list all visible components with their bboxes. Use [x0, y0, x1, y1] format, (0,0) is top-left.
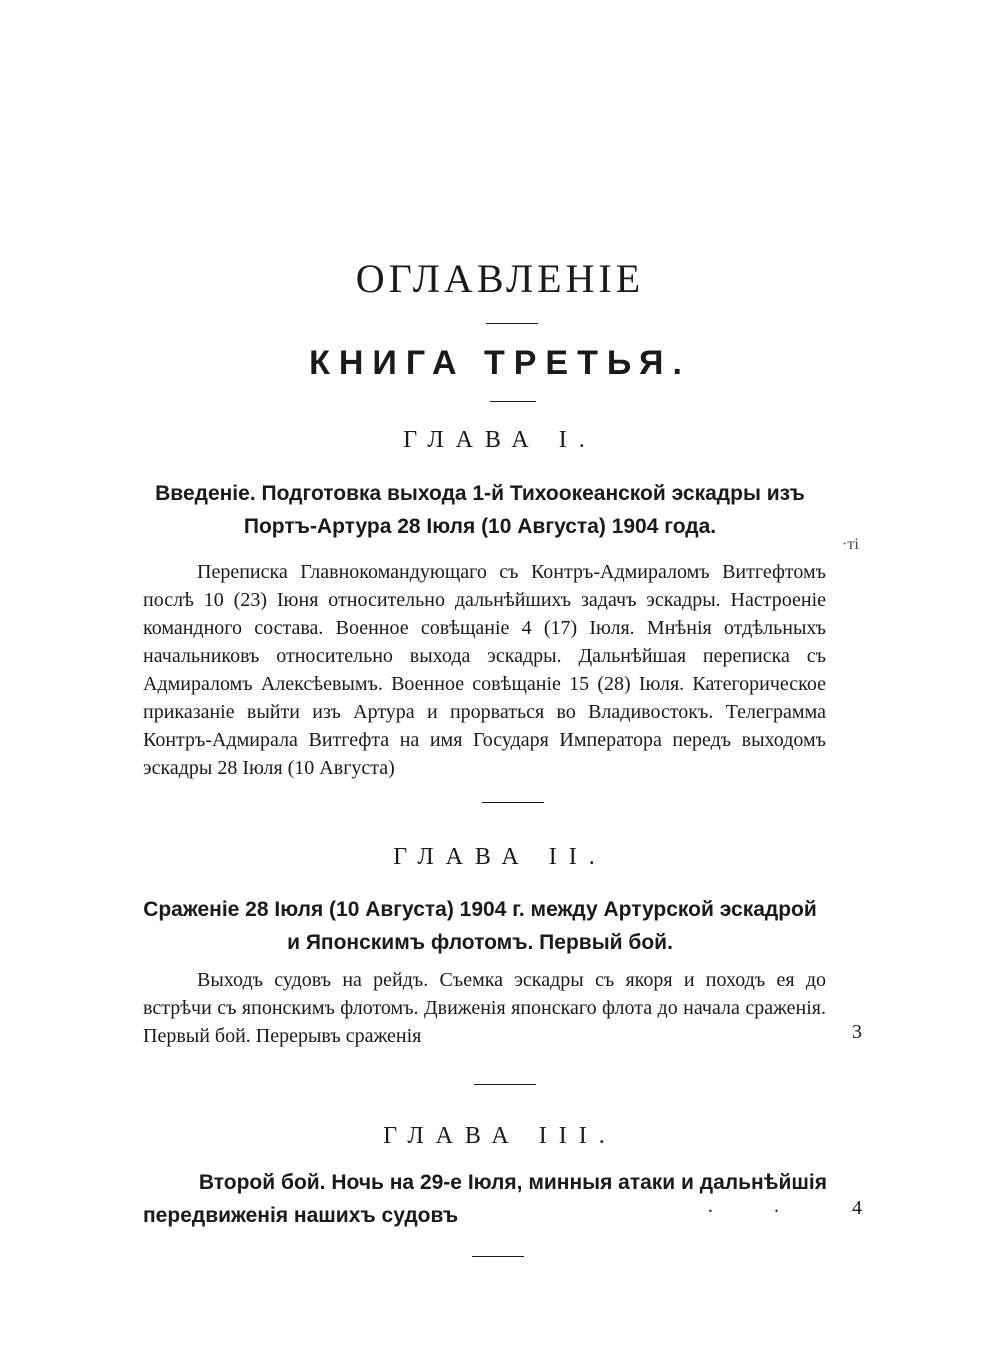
chapter-3-heading-line1: Второй бой. Ночь на 29-е Iюля, минныя атаки и дальнѣйшiя: [198, 1171, 827, 1194]
chapter-1-summary: Переписка Главнокомандующаго съ Контръ-Адмираломъ Витгефтомъ послѣ 10 (23) Iюня относительно дальнѣйшихъ задачъ эскадры. Настроенiе командного состава. Военное совѣщанiе 4 (17) Iюля. Мнѣнiя отдѣльныхъ начальниковъ относительно выхода эскадры. Дальнѣйшая переписка съ Адмираломъ Алексѣевымъ. Военное совѣщанiе 15 (28) Iюля. Категорическое приказанiе выйти изъ Артура и прорваться во Владивостокъ. Телеграмма Контръ-Адмирала Витгефта на имя Государя Императора передъ выходомъ эскадры 28 Iюля (10 Августа): [143, 561, 826, 779]
chapter-3-heading-line2: передвиженiя нашихъ судовъ: [143, 1204, 459, 1227]
book-divider: [490, 401, 536, 402]
chapter-2-heading-line2: и Японскимъ флотомъ. Первый бой.: [287, 931, 673, 954]
chapter-3-divider: [472, 1256, 524, 1257]
chapter-2-heading-line1: Сраженiе 28 Iюля (10 Августа) 1904 г. между Артурской эскадрой: [143, 898, 817, 921]
chapter-2-label: ГЛАВА II.: [393, 844, 607, 870]
chapter-1-heading-line1: Введенiе. Подготовка выхода 1-й Тихоокеанской эскадры изъ: [155, 482, 805, 505]
chapter-3-leader-dots: . .: [708, 1195, 807, 1217]
chapter-3-page-number: 4: [852, 1197, 862, 1219]
chapter-3-label: ГЛАВА III.: [383, 1123, 617, 1149]
chapter-2-divider: [474, 1084, 536, 1085]
chapter-1-heading-line2: Портъ-Артура 28 Iюля (10 Августа) 1904 года.: [243, 515, 717, 538]
chapter-2-heading: [130, 893, 830, 959]
chapter-1-heading: [130, 477, 830, 543]
chapter-2-page-number: 3: [852, 1021, 862, 1043]
page-title: ОГЛАВЛЕНIЕ: [355, 256, 645, 301]
chapter-1-label: ГЛАВА I.: [403, 427, 597, 453]
title-divider: [486, 323, 538, 324]
book-heading: КНИГА ТРЕТЬЯ.: [309, 344, 691, 382]
margin-mark: ·ті: [842, 536, 859, 553]
chapter-2-summary: Выходъ судовъ на рейдъ. Съемка эскадры съ якоря и походъ ея до встрѣчи съ японскимъ флотомъ. Движенiя японскаго флота до начала сраженiя. Первый бой. Перерывъ сраженiя: [143, 969, 826, 1047]
chapter-1-divider: [482, 802, 544, 803]
